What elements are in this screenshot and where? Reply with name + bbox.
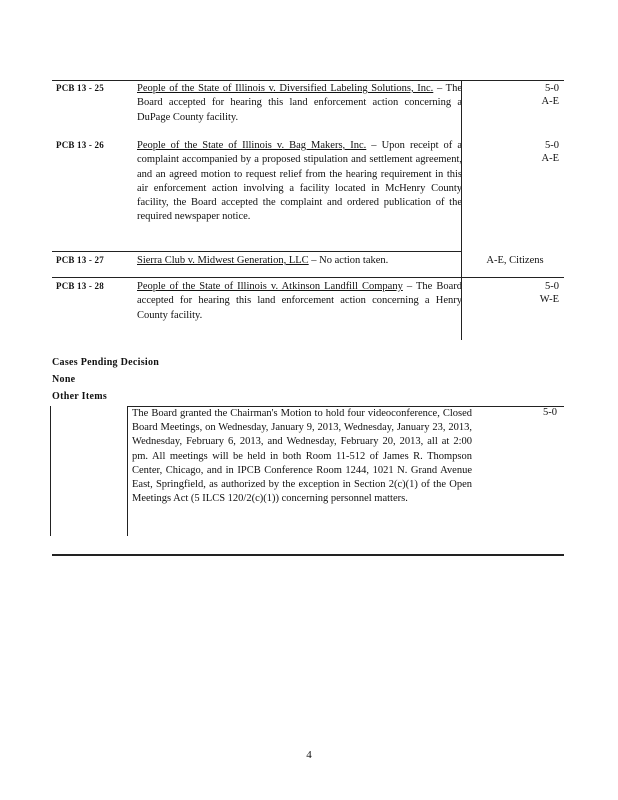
case-text: – Upon receipt of a complaint accompanied by a proposed stipulation and settlement agreement, and an agreed motion to request relief from the hearing requirement in this air enforcement action involving a facility located in McHenry County facility, the Board accepted the complaint and ordered publication of the required newspaper notice.: [137, 140, 462, 223]
vote-count: 5-0: [545, 140, 559, 151]
column-divider: [127, 406, 128, 536]
section-heading-pending: Cases Pending Decision: [52, 357, 160, 368]
case-vote: [464, 139, 559, 165]
case-vote: [464, 280, 559, 306]
case-row: [52, 278, 564, 340]
case-number: PCB 13 - 26: [56, 140, 104, 150]
column-divider: [461, 137, 462, 252]
case-text: – The Board accepted for hearing this land enforcement action concerning a DuPage County facility.: [137, 83, 462, 123]
case-description: [137, 280, 462, 323]
case-description: [137, 139, 462, 225]
column-divider: [50, 406, 51, 536]
other-items-table: [50, 406, 564, 536]
column-divider: [461, 278, 462, 340]
other-item-vote: 5-0: [543, 407, 557, 418]
section-value-none: None: [52, 374, 76, 385]
case-title: People of the State of Illinois v. Diversified Labeling Solutions, Inc.: [137, 83, 434, 94]
case-title: People of the State of Illinois v. Bag Makers, Inc.: [137, 140, 367, 151]
case-title: People of the State of Illinois v. Atkinson Landfill Company: [137, 281, 403, 292]
case-number: PCB 13 - 28: [56, 281, 104, 291]
case-type: W-E: [539, 294, 559, 305]
other-item-text: The Board granted the Chairman's Motion to hold four videoconference, Closed Board Meetings, on Wednesday, January 9, 2013, Wednesday, January 23, 2013, Wednesday, February 6, 2013, and Wednesday, February 20, 2013, all at 2:00 pm. All meetings will be held in both Room 11-512 of James R. Thompson Center, Chicago, and in IPCB Conference Room 1244, 1021 N. Grand Avenue East, Springfield, as authorized by the exception in Section 2(c)(1) of the Open Meetings Act (5 ILCS 120/2(c)(1)) concerning personnel matters.: [132, 408, 472, 505]
case-row: [52, 252, 564, 278]
section-heading-other: Other Items: [52, 391, 108, 402]
case-text: – The Board accepted for hearing this land enforcement action concerning a Henry County facility.: [137, 281, 463, 321]
case-text: – No action taken.: [308, 255, 389, 266]
case-title: Sierra Club v. Midwest Generation, LLC: [137, 255, 309, 266]
case-number: PCB 13 - 25: [56, 83, 104, 93]
page-number: 4: [306, 749, 312, 761]
case-vote: [470, 254, 560, 267]
case-vote: [464, 82, 559, 108]
vote-count: 5-0: [545, 83, 559, 94]
case-type: A-E, Citizens: [486, 255, 544, 266]
column-divider: [461, 252, 462, 278]
table-bottom-border: [52, 554, 564, 556]
case-type: A-E: [541, 96, 559, 107]
case-type: A-E: [541, 153, 559, 164]
case-row: [52, 137, 564, 252]
case-description: [137, 82, 462, 125]
case-description: [137, 254, 462, 268]
case-number: PCB 13 - 27: [56, 255, 104, 265]
vote-count: 5-0: [545, 281, 559, 292]
case-row: [52, 80, 564, 137]
column-divider: [461, 80, 462, 137]
